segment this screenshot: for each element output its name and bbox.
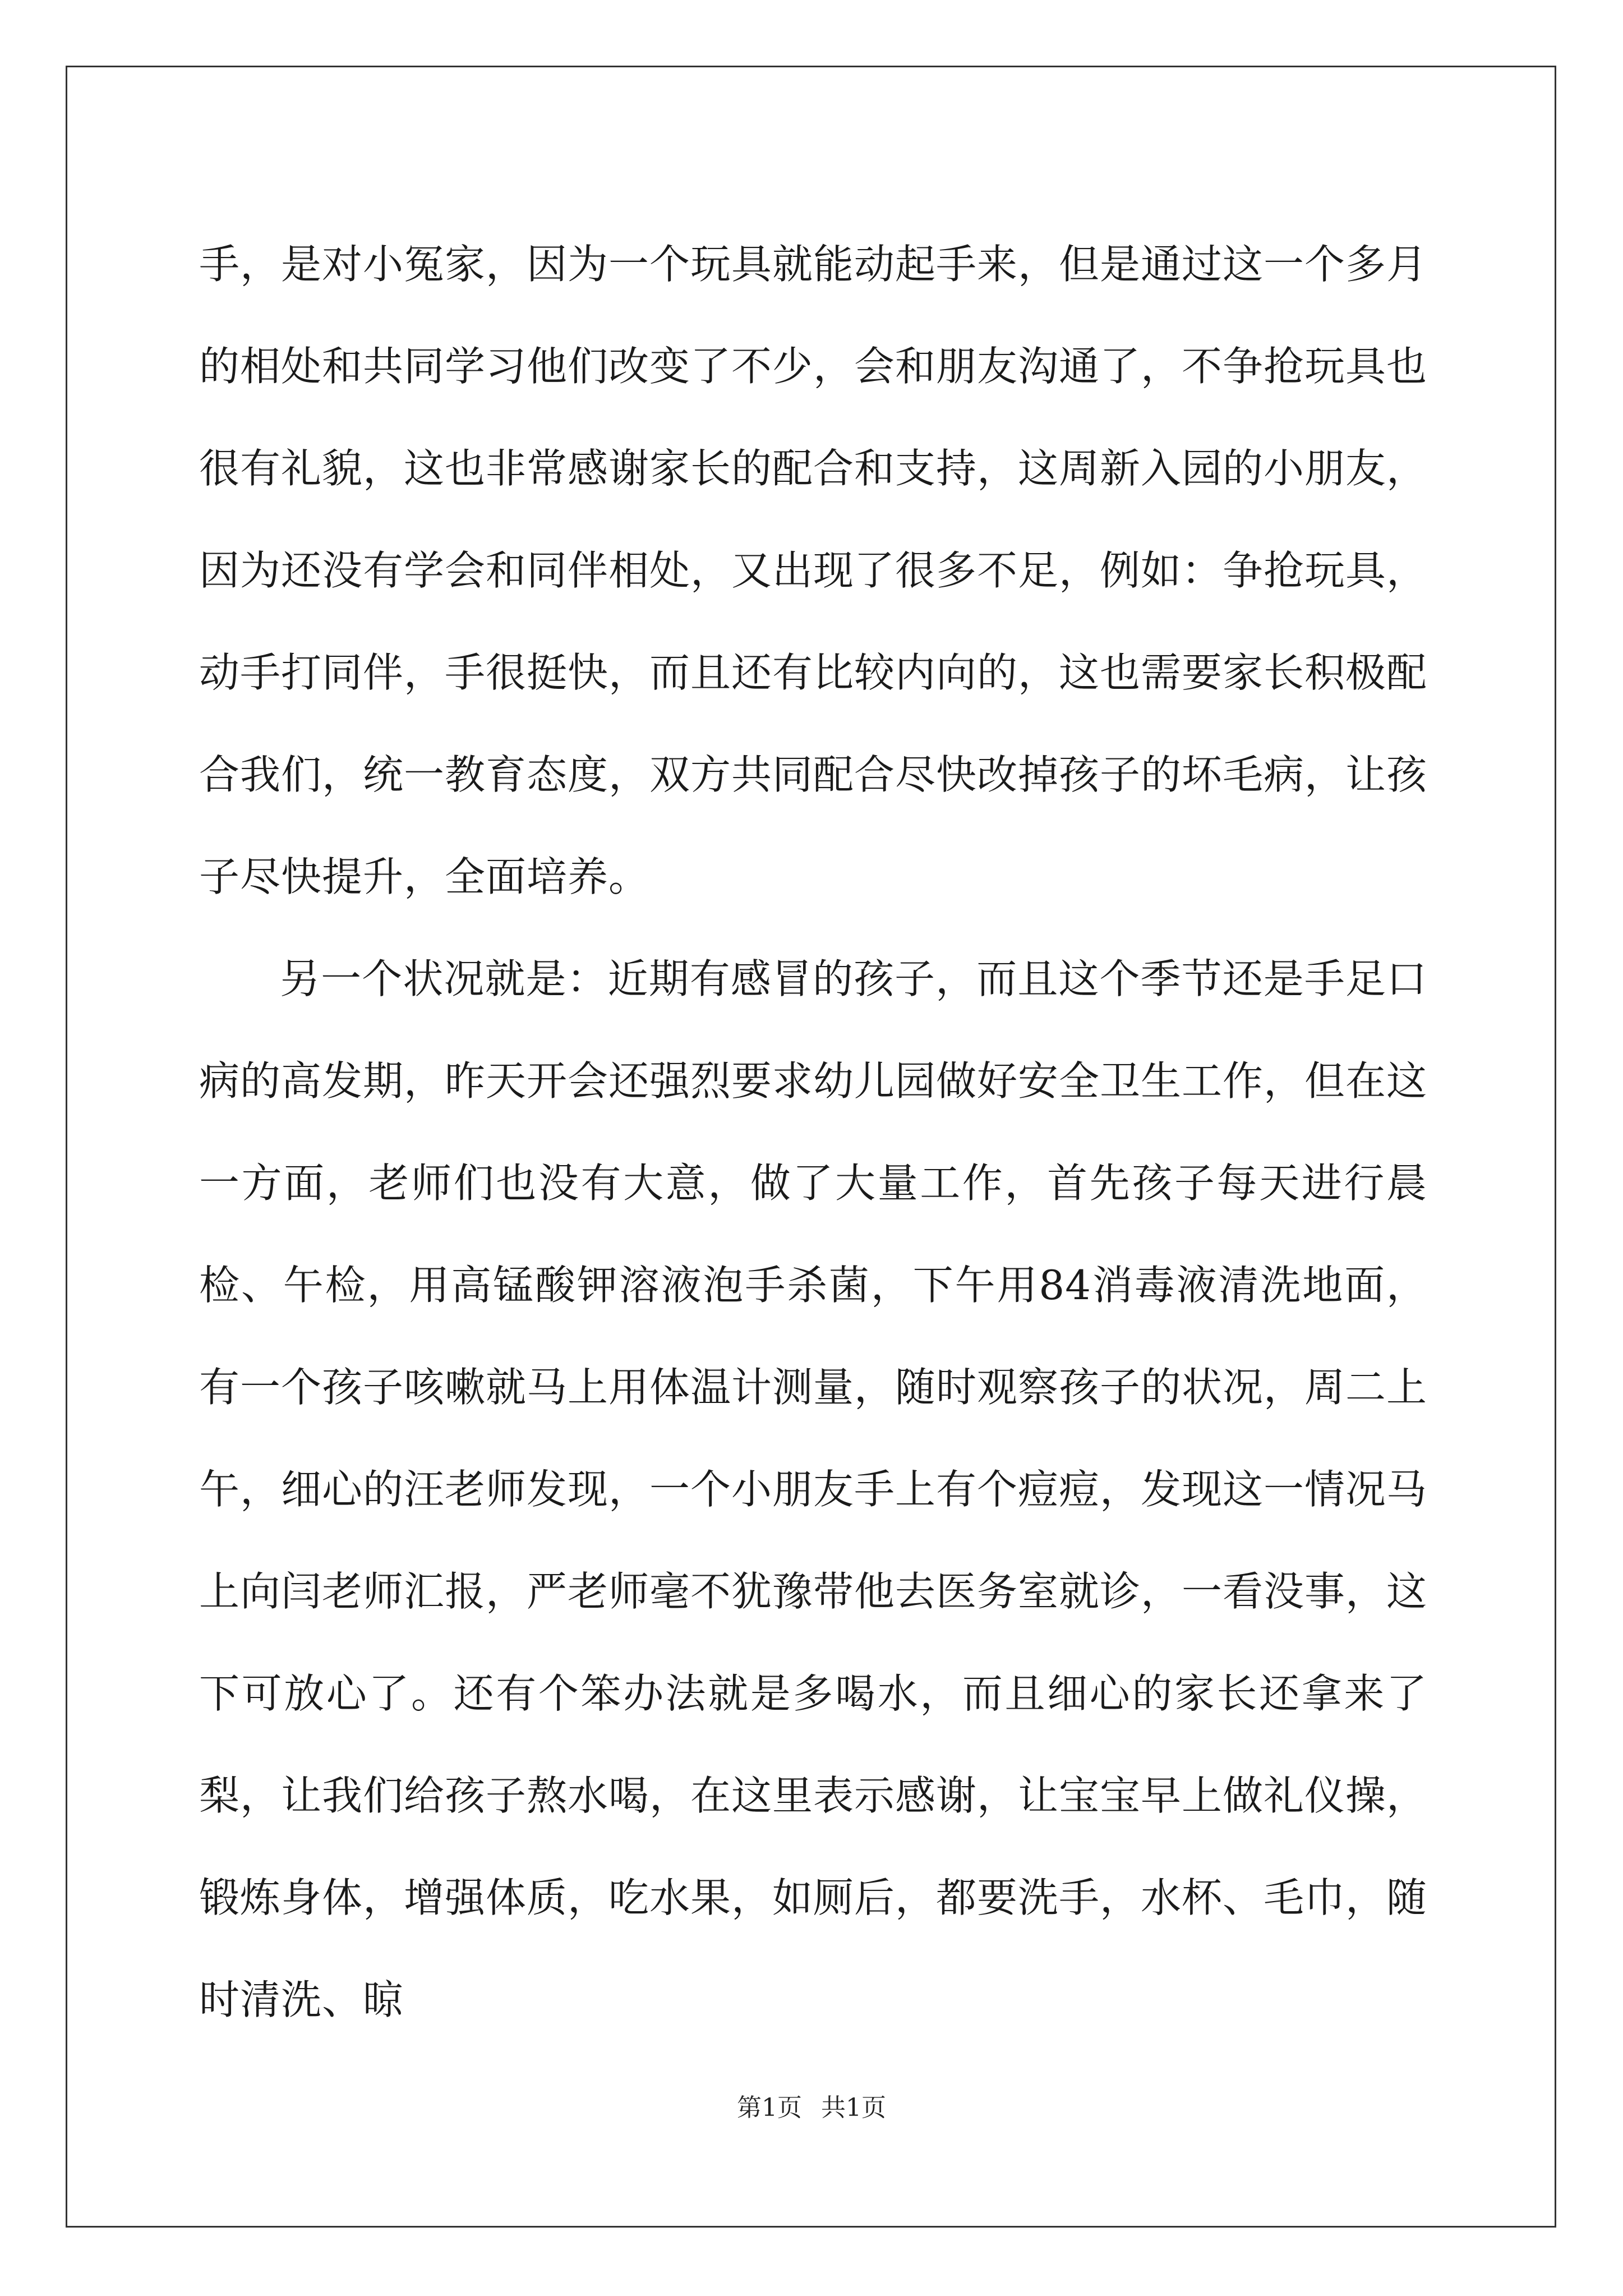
page-footer bbox=[0, 2091, 1623, 2125]
paragraph-status: 另一个状况就是：近期有感冒的孩子，而且这个季节还是手足口病的高发期，昨天开会还强烈要求幼儿园做好安全卫生工作，但在这一方面，老师们也没有大意，做了大量工作，首先孩子每天进行晨检、午检，用高锰酸钾溶液泡手杀菌，下午用84消毒液清洗地面，有一个孩子咳嗽就马上用体温计测量，随时观察孩子的状况，周二上午，细心的汪老师发现，一个小朋友手上有个痘痘，发现这一情况马上向闫老师汇报，严老师毫不犹豫带他去医务室就诊，一看没事，这下可放心了。还有个笨办法就是多喝水，而且细心的家长还拿来了梨，让我们给孩子熬水喝，在这里表示感谢，让宝宝早上做礼仪操，锻炼身体，增强体质，吃水果，如厕后，都要洗手，水杯、毛巾，随时清洗、晾 bbox=[199, 955, 1428, 2023]
page-total: 共1页 bbox=[821, 2093, 886, 2122]
paragraph-continued: 手，是对小冤家，因为一个玩具就能动起手来，但是通过这一个多月的相处和共同学习他们改变了不少，会和朋友沟通了，不争抢玩具也很有礼貌，这也非常感谢家长的配合和支持，这周新入园的小朋友，因为还没有学会和同伴相处，又出现了很多不足，例如：争抢玩具，动手打同伴，手很挺快，而且还有比较内向的，这也需要家长积极配合我们，统一教育态度，双方共同配合尽快改掉孩子的坏毛病，让孩子尽快提升，全面培养。 bbox=[199, 241, 1428, 900]
page-number: 第1页 bbox=[737, 2093, 802, 2122]
document-body bbox=[199, 213, 1427, 2051]
